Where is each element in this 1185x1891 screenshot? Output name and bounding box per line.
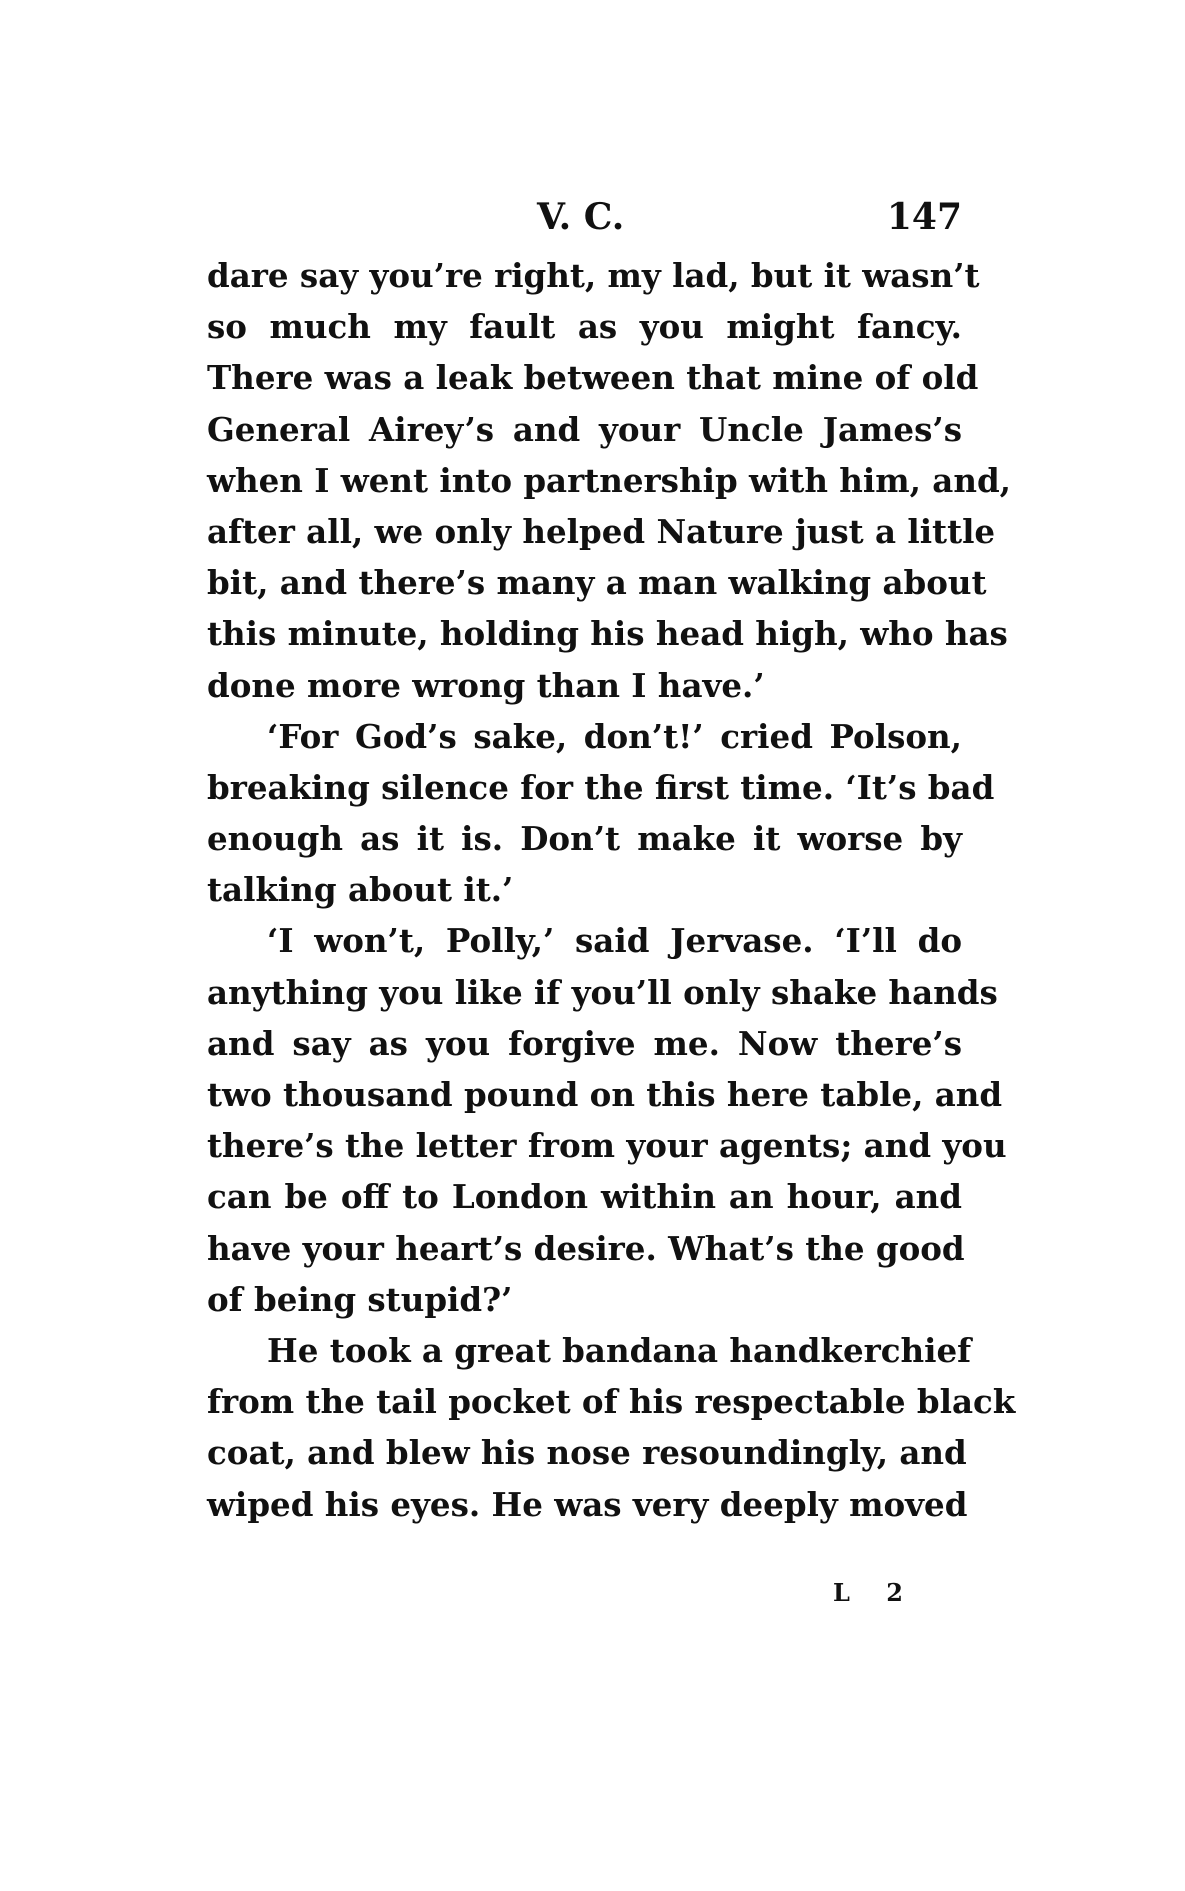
text-line: and say as you forgive me. Now there’s xyxy=(207,1023,962,1063)
text-line: from the tail pocket of his respectable black xyxy=(207,1382,1016,1422)
text-line: bit, and there’s many a man walking about xyxy=(207,563,987,603)
text-line: so much my fault as you might fancy. xyxy=(207,307,962,347)
text-line: after all, we only helped Nature just a little xyxy=(207,511,996,551)
text-line: two thousand pound on this here table, and xyxy=(207,1075,1003,1114)
text-line: have your heart’s desire. What’s the good xyxy=(207,1228,965,1268)
text-line: There was a leak between that mine of old xyxy=(207,358,979,398)
text-line: General Airey’s and your Uncle James’s xyxy=(207,409,962,449)
text-line: wiped his eyes. He was very deeply moved xyxy=(207,1484,968,1524)
running-head xyxy=(207,196,962,248)
text-line: coat, and blew his nose resoundingly, and xyxy=(207,1433,967,1473)
running-title: V. C. xyxy=(537,196,625,238)
text-line: done more wrong than I have.’ xyxy=(207,665,765,705)
text-line: He took a great bandana handkerchief xyxy=(267,1330,972,1370)
text-line: talking about it.’ xyxy=(207,870,514,910)
text-line: enough as it is. Don’t make it worse by xyxy=(207,819,962,859)
body-text xyxy=(207,250,1016,1530)
text-line: ‘For God’s sake, don’t!’ cried Polson, xyxy=(267,716,962,756)
text-line: this minute, holding his head high, who has xyxy=(207,614,1008,654)
text-line: of being stupid?’ xyxy=(207,1279,513,1319)
text-line: breaking silence for the first time. ‘It’s bad xyxy=(207,767,995,807)
text-line: dare say you’re right, my lad, but it wasn’t xyxy=(207,256,980,295)
text-line: anything you like if you’ll only shake hands xyxy=(207,972,998,1012)
text-line: ‘I won’t, Polly,’ said Jervase. ‘I’ll do xyxy=(267,921,962,961)
text-line: there’s the letter from your agents; and you xyxy=(207,1126,1007,1166)
page-number: 147 xyxy=(886,196,962,238)
text-line: can be off to London within an hour, and xyxy=(207,1177,962,1217)
text-line: when I went into partnership with him, and, xyxy=(207,460,1011,500)
signature-mark: L 2 xyxy=(833,1578,917,1607)
